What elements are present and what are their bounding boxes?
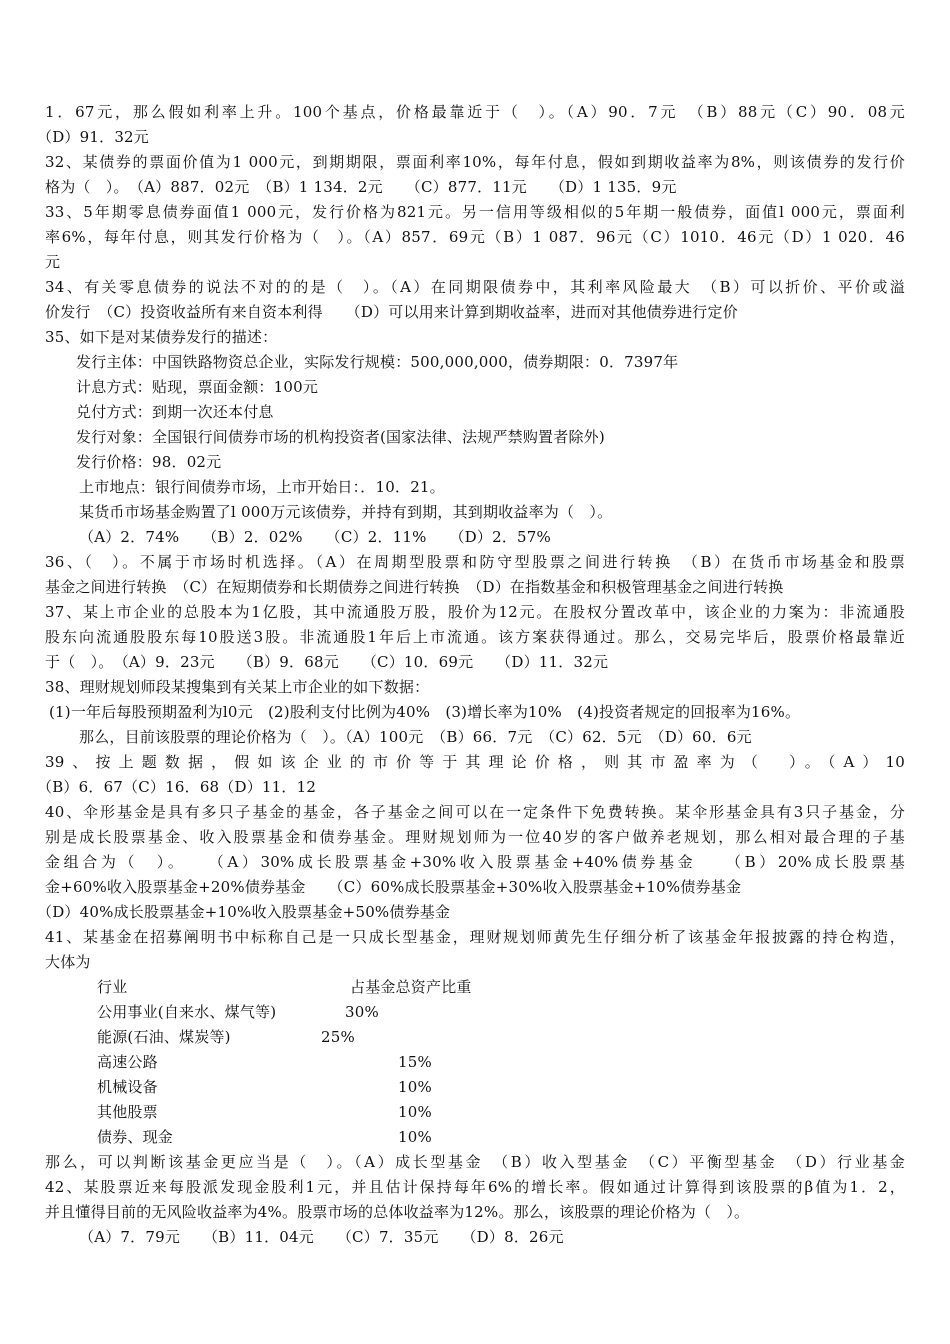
table-row-industry: 债券、现金 <box>97 1128 174 1146</box>
q35-target-investors: 发行对象：全国银行间债券市场的机构投资者(国家法律、法规严禁购置者除外) <box>76 428 605 446</box>
q40-line-4: 金+60%收入股票基金+20%债券基金 （C）60%成长股票基金+30%收入股票基金+10%债券基金 <box>45 878 742 896</box>
q33-line-1: 33、5年期零息债券面值1 000元，发行价格为821元。另一信用等级相似的5年期一般债券，面值l 000元，票面利 <box>45 203 905 221</box>
table-row-industry: 能源(石油、煤炭等) <box>97 1028 231 1046</box>
q40-line-5: （D）40%成长股票基金+10%收入股票基金+50%债券基金 <box>37 903 451 921</box>
q35-issue-price: 发行价格：98．02元 <box>76 453 222 471</box>
q31-tail-line-2: （D）91．32元 <box>37 128 150 146</box>
q38-intro: 38、理财规划师段某搜集到有关某上市企业的如下数据： <box>45 678 430 696</box>
table-row-weight: 25% <box>321 1028 355 1046</box>
q35-intro: 35、如下是对某债券发行的描述： <box>45 328 278 346</box>
table-row-weight: 10% <box>398 1078 432 1096</box>
q42-options: （A）7．79元 （B）11．04元 （C）7．35元 （D）8．26元 <box>79 1228 564 1246</box>
q35-interest-method: 计息方式：贴现，票面金额：100元 <box>76 378 319 396</box>
q39-line-2: （B）6．67（C）16．68（D）11．12 <box>37 778 317 796</box>
q35-issuer: 发行主体：中国铁路物资总企业，实际发行规模：500,000,000，债券期限：0．7397年 <box>76 353 679 371</box>
q32-line-2: 格为（ ）。 （A）887．02元 （B）1 134．2元 （C）877．11元 （D）1 135．9元 <box>45 178 677 196</box>
q36-line-2: 基金之间进行转换 （C）在短期债券和长期债券之间进行转换 （D）在指数基金和积极管理基金之间进行转换 <box>45 578 784 596</box>
q40-line-1: 40、伞形基金是具有多只子基金的基金，各子基金之间可以在一定条件下免费转换。某伞形基金具有3只子基金，分 <box>45 803 905 821</box>
q35-options: （A）2．74% （B）2．02% （C）2．11% （D）2．57% <box>79 528 551 546</box>
q42-line-1: 42、某股票近来每股派发现金股利1元，并且估计保持每年6%的增长率。假如通过计算得到该股票的β值为1．2， <box>45 1178 905 1196</box>
q34-line-1: 34、有关零息债券的说法不对的的是（ ）。（A）在同期限债券中，其利率风险最大 （B）可以折价、平价或溢 <box>45 278 905 296</box>
q42-line-2: 并且懂得目前的无风险收益率为4%。股票市场的总体收益率为12%。那么，该股票的理论价格为（ ）。 <box>45 1203 750 1221</box>
q37-line-1: 37、某上市企业的总股本为1亿股，其中流通股万股，股价为12元。在股权分置改革中，该企业的力案为：非流通股 <box>45 603 905 621</box>
q38-question: 那么，目前该股票的理论价格为（ ）。（A）100元 （B）66．7元 （C）62．5元 （D）60．6元 <box>79 728 752 746</box>
table-row-weight: 15% <box>398 1053 432 1071</box>
q37-line-3: 于（ ）。 （A）9．23元 （B）9．68元 （C）10．69元 （D）11．32元 <box>45 653 609 671</box>
q41-options: 那么，可以判断该基金更应当是（ ）。（A）成长型基金 （B）收入型基金 （C）平衡型基金 （D）行业基金 <box>45 1153 905 1171</box>
q36-line-1: 36、（ ）。不属于市场时机选择。（A）在周期型股票和防守型股票之间进行转换 （B）在货币市场基金和股票 <box>45 553 905 571</box>
q32-line-1: 32、某债券的票面价值为1 000元，到期期限，票面利率10%，每年付息，假如到期收益率为8%，则该债券的发行价 <box>45 153 905 171</box>
table-row-industry: 公用事业(自来水、煤气等) <box>97 1003 277 1021</box>
q38-data: (1)一年后每股预期盈利为l0元 (2)股利支付比例为40% (3)增长率为10% (4)投资者规定的回报率为16%。 <box>49 703 801 721</box>
q34-line-2: 价发行 （C）投资收益所有来自资本利得 （D）可以用来计算到期收益率，进而对其他债券进行定价 <box>45 303 738 321</box>
q39-line-1: 39、按上题数据，假如该企业的市价等于其理论价格，则其市盈率为（ ）。（A）10 <box>45 753 905 771</box>
table-row-weight: 30% <box>345 1003 379 1021</box>
table-header-weight: 占基金总资产比重 <box>350 978 472 996</box>
q35-redemption: 兑付方式：到期一次还本付息 <box>76 403 274 421</box>
q35-question: 某货币市场基金购置了l 000万元该债券，并持有到期，其到期收益率为（ ）。 <box>79 503 613 521</box>
table-row-industry: 高速公路 <box>97 1053 158 1071</box>
table-row-industry: 其他股票 <box>97 1103 158 1121</box>
q40-line-2: 别是成长股票基金、收入股票基金和债券基金。理财规划师为一位40岁的客户做养老规划，那么相对最合理的子基 <box>45 828 905 846</box>
table-row-weight: 10% <box>398 1103 432 1121</box>
q33-line-2: 率6%，每年付息，则其发行价格为（ ）。（A）857．69元（B）1 087．96元（C）1010．46元（D）1 020．46 <box>45 228 905 246</box>
q40-line-3: 金组合为（ ）。 （A）30%成长股票基金+30%收入股票基金+40%债券基金 （B）20%成长股票基 <box>45 853 905 871</box>
table-row-weight: 10% <box>398 1128 432 1146</box>
q33-line-3: 元 <box>45 253 61 271</box>
q35-listing: 上市地点：银行间债券市场，上市开始日：．10．21。 <box>79 478 445 496</box>
table-header-industry: 行业 <box>97 978 128 996</box>
table-row-industry: 机械设备 <box>97 1078 158 1096</box>
q31-tail-line-1: 1．67元，那么假如利率上升。100个基点，价格最靠近于（ ）。（A）90．7元 （B）88元（C）90．08元 <box>45 103 905 121</box>
q41-line-1: 41、某基金在招募阐明书中标称自己是一只成长型基金，理财规划师黄先生仔细分析了该基金年报披露的持仓构造， <box>45 928 905 946</box>
q37-line-2: 股东向流通股股东每10股送3股。非流通股1年后上市流通。该方案获得通过。那么，交易完毕后，股票价格最靠近 <box>45 628 905 646</box>
q41-line-2: 大体为 <box>45 953 91 971</box>
